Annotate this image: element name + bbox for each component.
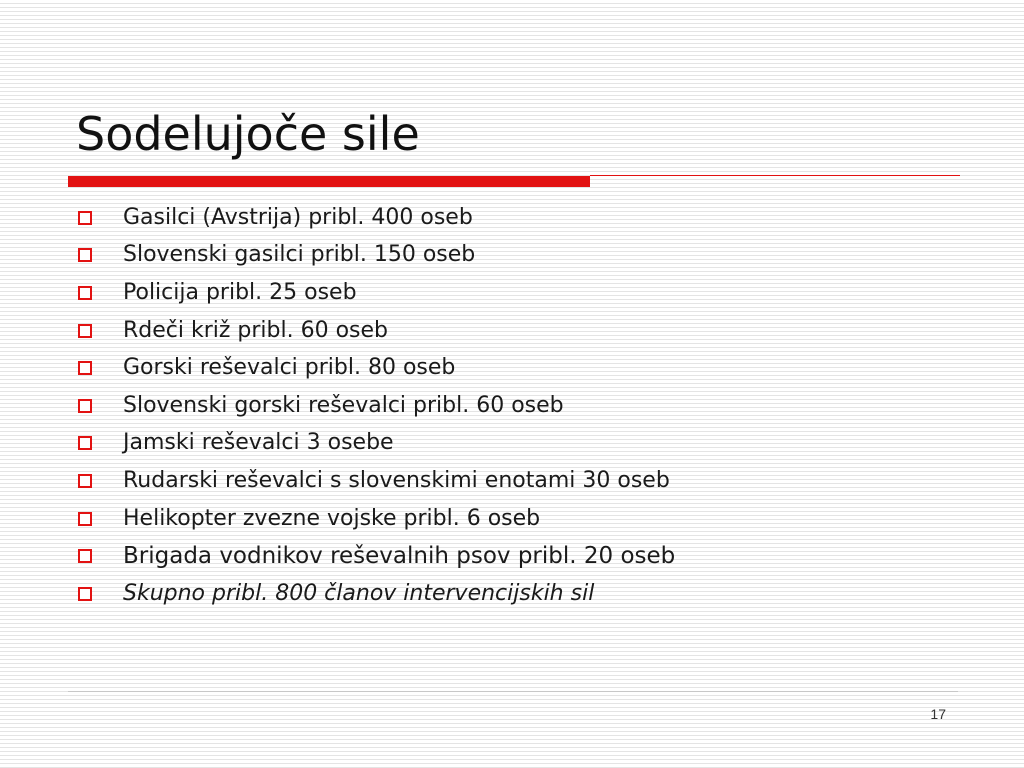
bullet-item-cave-rescue bbox=[74, 425, 675, 463]
hollow-square-bullet-icon bbox=[78, 474, 92, 488]
hollow-square-bullet-icon bbox=[78, 587, 92, 601]
bullet-item-firefighters-slovenia bbox=[74, 237, 675, 275]
bullet-text: Rudarski reševalci s slovenskimi enotami 30 oseb bbox=[123, 467, 670, 493]
title-underline-thin bbox=[590, 175, 960, 176]
bullet-text: Slovenski gasilci pribl. 150 oseb bbox=[123, 242, 476, 268]
page-number: 17 bbox=[930, 706, 946, 722]
bullet-item-rescue-dogs bbox=[74, 537, 675, 575]
bullet-text-total: Skupno pribl. 800 članov intervencijskih sil bbox=[123, 580, 595, 606]
bullet-text: Rdeči križ pribl. 60 oseb bbox=[123, 317, 389, 343]
bullet-text: Slovenski gorski reševalci pribl. 60 oseb bbox=[123, 392, 564, 418]
bullet-item-police bbox=[74, 274, 675, 312]
bullet-list bbox=[74, 199, 675, 613]
slide-title: Sodelujoče sile bbox=[76, 107, 420, 161]
title-underline-thick bbox=[68, 176, 590, 187]
bullet-item-army-helicopter bbox=[74, 500, 675, 538]
bullet-item-slovenian-mountain-rescue bbox=[74, 387, 675, 425]
hollow-square-bullet-icon bbox=[78, 436, 92, 450]
bullet-text: Brigada vodnikov reševalnih psov pribl. 20 oseb bbox=[123, 542, 676, 569]
hollow-square-bullet-icon bbox=[78, 512, 92, 526]
footer-divider bbox=[68, 691, 958, 692]
bullet-text: Gorski reševalci pribl. 80 oseb bbox=[123, 355, 456, 381]
hollow-square-bullet-icon bbox=[78, 549, 92, 563]
hollow-square-bullet-icon bbox=[78, 361, 92, 375]
bullet-item-mine-rescue bbox=[74, 462, 675, 500]
bullet-item-firefighters-austria bbox=[74, 199, 675, 237]
bullet-item-red-cross bbox=[74, 312, 675, 350]
bullet-text: Policija pribl. 25 oseb bbox=[123, 279, 357, 305]
bullet-item-mountain-rescue bbox=[74, 349, 675, 387]
hollow-square-bullet-icon bbox=[78, 399, 92, 413]
bullet-text: Jamski reševalci 3 osebe bbox=[123, 430, 394, 456]
bullet-item-total bbox=[74, 575, 675, 613]
bullet-text: Helikopter zvezne vojske pribl. 6 oseb bbox=[123, 505, 541, 531]
hollow-square-bullet-icon bbox=[78, 286, 92, 300]
hollow-square-bullet-icon bbox=[78, 248, 92, 262]
bullet-text: Gasilci (Avstrija) pribl. 400 oseb bbox=[123, 204, 473, 230]
hollow-square-bullet-icon bbox=[78, 324, 92, 338]
hollow-square-bullet-icon bbox=[78, 211, 92, 225]
